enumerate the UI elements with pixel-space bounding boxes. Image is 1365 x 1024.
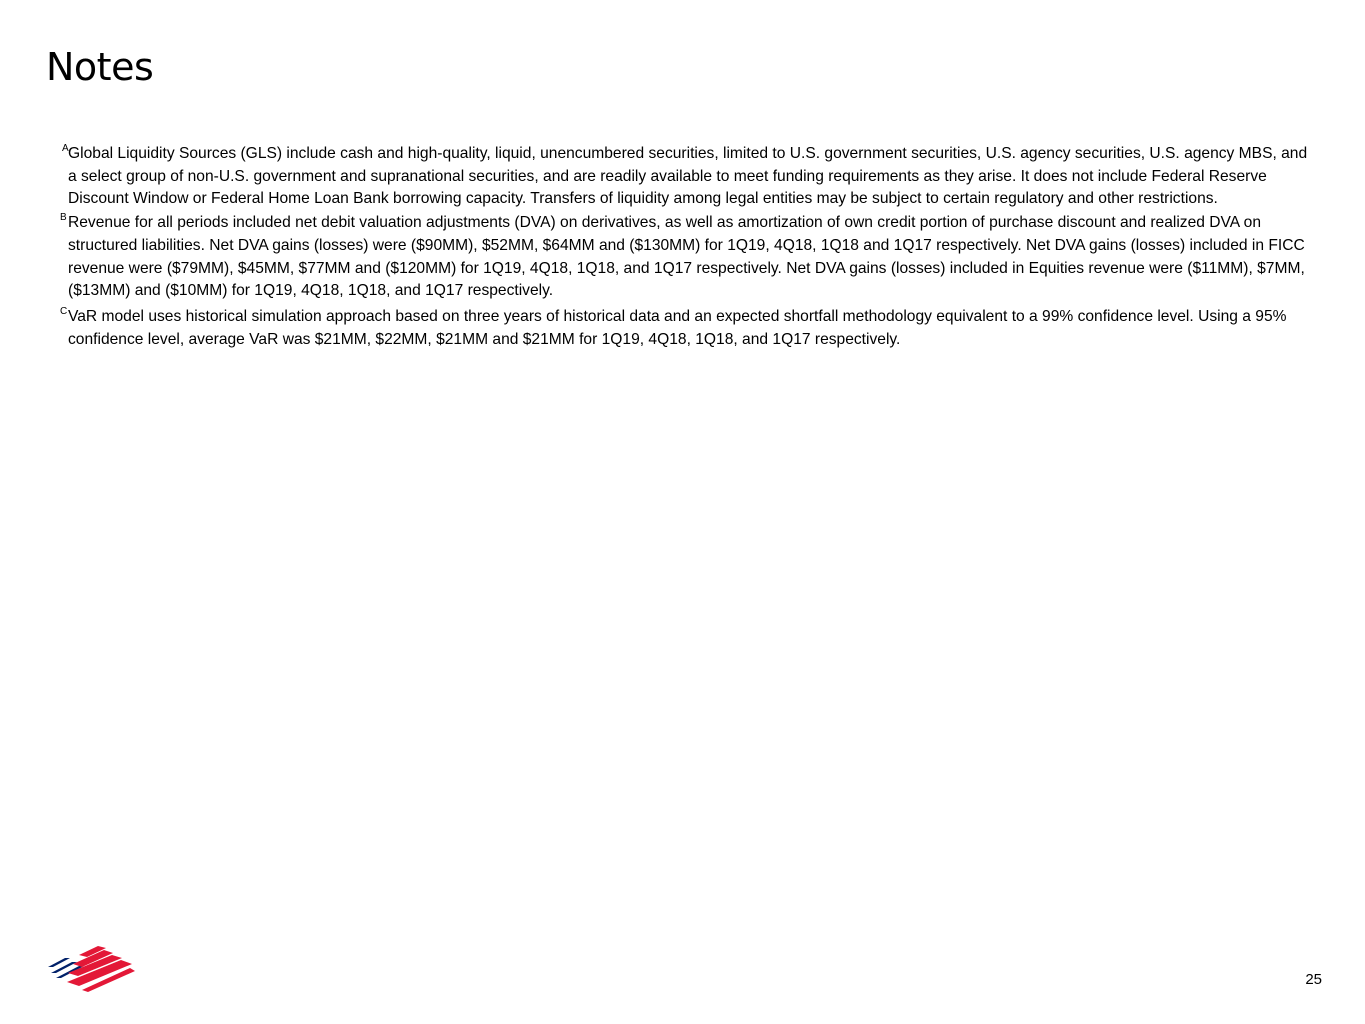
notes-list bbox=[60, 143, 1308, 351]
logo-graphic bbox=[46, 944, 136, 994]
bank-flag-logo-icon bbox=[46, 944, 136, 994]
page-title: Notes bbox=[46, 45, 154, 89]
note-text-c: VaR model uses historical simulation approach based on three years of historical data and an expected shortfall methodology equivalent to a 99% confidence level. Using a 95% confidence level, average VaR was $21MM, $22MM, $21MM and $21MM for 1Q19, 4Q18, 1Q18, and 1Q17 respectively. bbox=[68, 307, 1287, 348]
note-text-a: Global Liquidity Sources (GLS) include cash and high-quality, liquid, unencumbered securities, limited to U.S. government securities, U.S. agency securities, U.S. agency MBS, and a select group of non-U.S. government and supranational securities, and are readily available to meet funding requirements as they arise. It does not include Federal Reserve Discount Window or Federal Home Loan Bank borrowing capacity. Transfers of liquidity among legal entities may be subject to certain regulatory and other restrictions. bbox=[68, 145, 1308, 208]
note-marker-c: C bbox=[60, 305, 68, 317]
note-text-b: Revenue for all periods included net debit valuation adjustments (DVA) on derivatives, as well as amortization of own credit portion of purchase discount and realized DVA on structured liabilities. Net DVA gains (losses) were ($90MM), $52MM, $64MM and ($130MM) for 1Q19, 4Q18, 1Q18 and 1Q17 respectively. Net DVA gains (losses) included in FICC revenue were ($79MM), $45MM, $77MM and ($120MM) for 1Q19, 4Q18, 1Q18, and 1Q17 respectively. Net DVA gains (losses) included in Equities revenue were ($11MM), $7MM, ($13MM) and ($10MM) for 1Q19, 4Q18, 1Q18, and 1Q17 respectively. bbox=[68, 214, 1305, 300]
note-a bbox=[62, 143, 1308, 211]
note-b bbox=[60, 212, 1308, 303]
page-number: 25 bbox=[1305, 971, 1322, 988]
note-marker-b: B bbox=[60, 212, 67, 224]
note-marker-a: A bbox=[62, 143, 69, 154]
note-c bbox=[60, 305, 1308, 351]
